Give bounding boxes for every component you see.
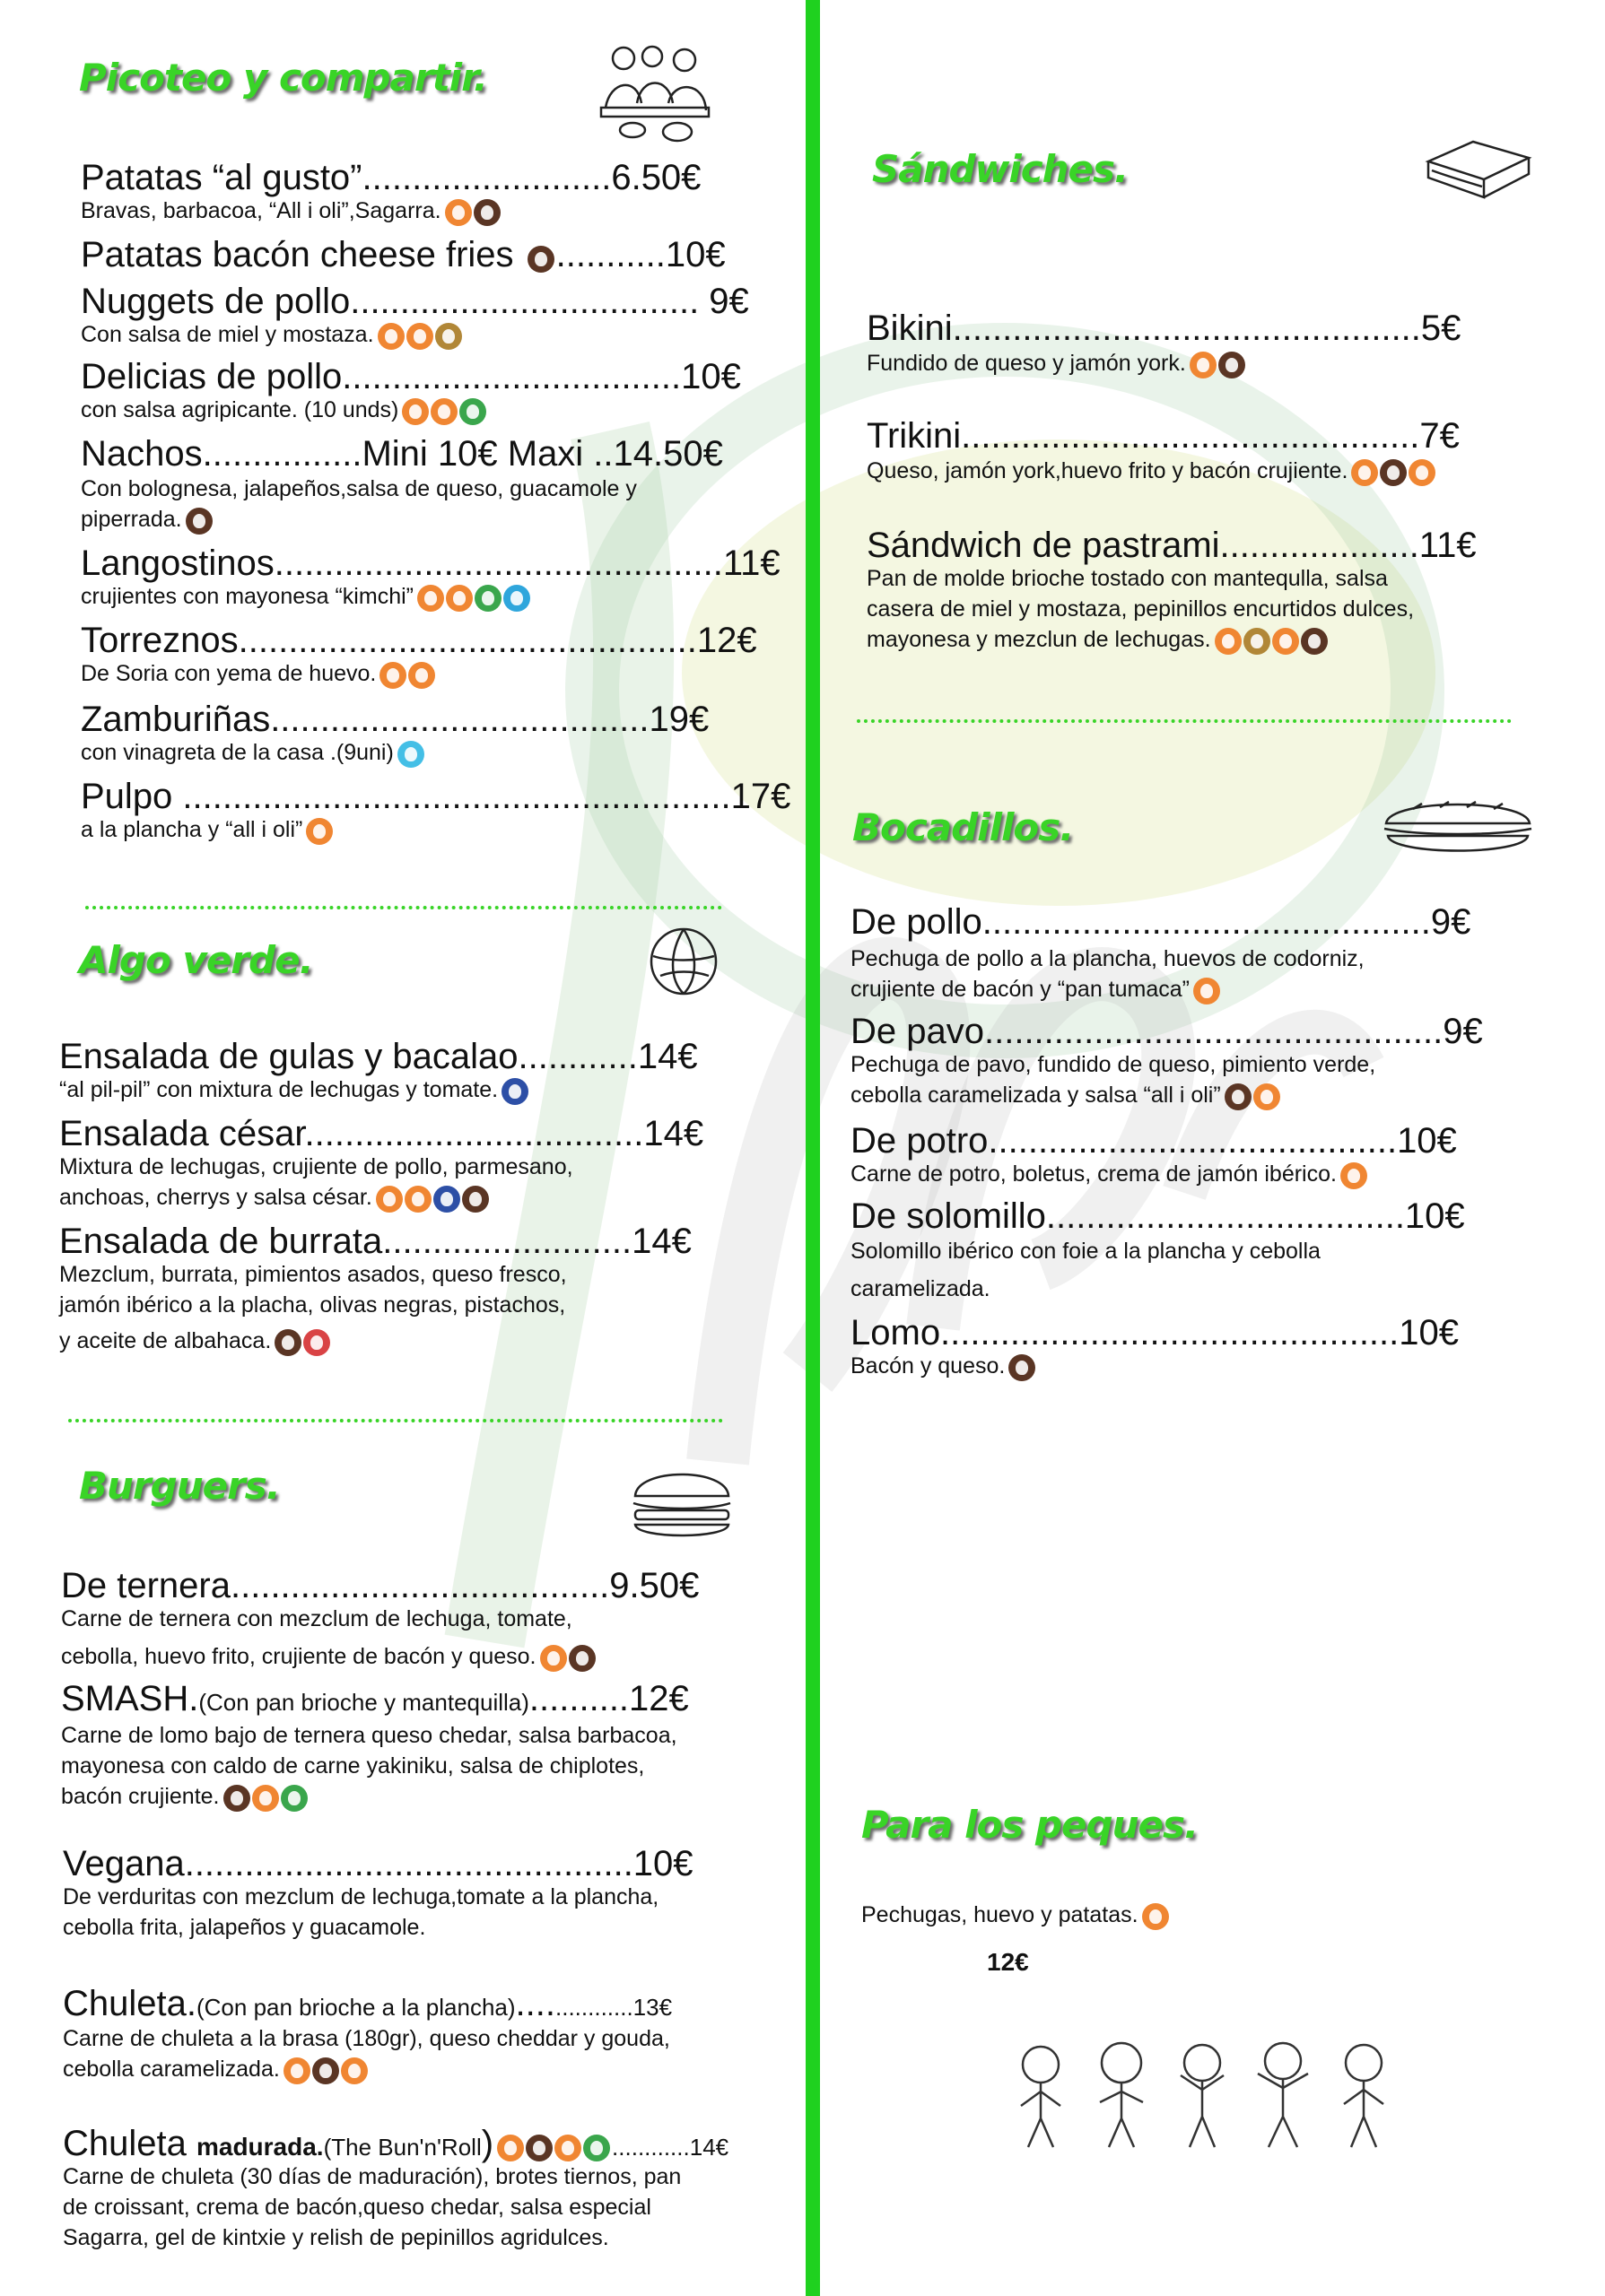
item-desc-de-pavo-2: cebolla caramelizada y salsa “all i oli” [850,1080,1282,1112]
section-title-peques: Para los peques. [861,1803,1198,1847]
lacteos-icon [1380,459,1407,486]
item-title-bikini: Bikini...............................................5€ [867,309,1461,348]
lacteos-icon [186,508,213,535]
gluten-icon [379,662,406,689]
item-desc-nachos: Con bolognesa, jalapeños,salsa de queso, guacamole y [81,476,637,501]
item-title-ensalada-gulas: Ensalada de gulas y bacalao............14€ [59,1037,698,1076]
section-title-bocadillos: Bocadillos. [852,805,1074,849]
item-desc-nachos-2: piperrada. [81,504,214,536]
item-desc-ensalada-gulas: “al pil-pil” con mixtura de lechugas y tomate. [59,1074,530,1107]
gluten-icon [405,1186,432,1213]
item-title-pulpo: Pulpo .......................................................17€ [81,777,791,816]
item-desc-ensalada-burrata-3: y aceite de albahaca. [59,1326,332,1358]
item-title-torreznos: Torreznos..............................................12€ [81,621,757,660]
kids-illustration [1005,2036,1400,2152]
item-desc-de-pollo: Pechuga de pollo a la plancha, huevos de codorniz, [850,946,1365,971]
item-title-chuleta: Chuleta.(Con pan brioche a la plancha)................13€ [63,1984,673,2023]
frutos-de-cascara-icon [303,1329,330,1356]
item-desc-chuleta-madurada: Carne de chuleta (30 días de maduración), brotes tiernos, pan [63,2164,682,2189]
pescado-icon [433,1186,460,1213]
item-desc-de-solomillo-2: caramelizada. [850,1276,990,1301]
huevos-icon [306,818,333,845]
item-desc-de-ternera-2: cebolla, huevo frito, crujiente de bacón y queso. [61,1641,598,1674]
huevos-icon [376,1186,403,1213]
item-title-de-ternera: De ternera......................................9.50€ [61,1566,700,1605]
soja-icon [281,1785,308,1812]
item-title-langostinos: Langostinos.............................................11€ [81,544,781,583]
huevos-icon [408,662,435,689]
item-desc-pastrami-2: casera de miel y mostaza, pepinillos encurtidos dulces, [867,596,1415,622]
mostaza-icon [1243,628,1270,655]
item-title-patatas-bacon: Patatas bacón cheese fries ...........10€ [81,235,726,274]
item-desc-zamburinas: con vinagreta de la casa .(9uni) [81,737,426,770]
item-desc-de-ternera: Carne de ternera con mezclum de lechuga, tomate, [61,1606,572,1631]
section-title-sandwiches: Sándwiches. [872,147,1128,191]
gluten-icon [554,2135,581,2161]
item-desc-trikini: Queso, jamón york,huevo frito y bacón crujiente. [867,456,1437,488]
lacteos-icon [474,199,501,226]
pescado-icon [502,1078,528,1105]
item-title-chuleta-madurada: Chuleta madurada.(The Bun'n'Roll) ............14€ [63,2124,729,2163]
baguette-icon [1377,789,1539,861]
item-desc-chuleta-2: cebolla caramelizada. [63,2054,370,2086]
section-divider-2 [68,1419,723,1422]
gluten-icon [1215,628,1242,655]
item-title-ensalada-cesar: Ensalada césar..................................14€ [59,1114,704,1153]
item-desc-vegana: De verduritas con mezclum de lechuga,tomate a la plancha, [63,1884,659,1909]
item-desc-smash-3: bacón crujiente. [61,1781,310,1813]
huevos-icon [1409,459,1435,486]
section-title-picoteo: Picoteo y compartir. [79,56,487,100]
gluten-icon [402,398,429,425]
gluten-icon [1351,459,1378,486]
item-desc-chuleta-madurada-3: Sagarra, gel de kintxie y relish de pepinillos agridulces. [63,2225,609,2250]
section-divider-1 [85,906,722,909]
huevos-icon [1272,628,1299,655]
item-title-de-solomillo: De solomillo....................................10€ [850,1196,1465,1236]
item-title-ensalada-burrata: Ensalada de burrata.........................14€ [59,1222,692,1261]
item-title-zamburinas: Zamburiñas......................................19€ [81,700,710,739]
item-desc-delicias: con salsa agripicante. (10 unds) [81,395,488,427]
soja-icon [459,398,486,425]
section-title-burguers: Burguers. [79,1464,280,1508]
item-title-lomo: Lomo..............................................10€ [850,1313,1460,1352]
item-title-nuggets: Nuggets de pollo................................... 9€ [81,282,749,321]
huevos-icon [445,199,472,226]
huevos-icon [446,585,473,612]
item-title-nachos: Nachos................Mini 10€ Maxi ..14.50€ [81,434,723,474]
gluten-icon [417,585,444,612]
item-desc-torreznos: De Soria con yema de huevo. [81,658,437,691]
sandwich-icon [1419,135,1536,206]
item-desc-chuleta: Carne de chuleta a la brasa (180gr), queso cheddar y gouda, [63,2026,670,2051]
item-desc-pastrami-3: mayonesa y mezclun de lechugas. [867,624,1330,657]
people-sharing-icon [597,40,713,148]
lacteos-icon [223,1785,250,1812]
item-desc-de-pollo-2: crujiente de bacón y “pan tumaca” [850,974,1222,1006]
burger-icon [628,1460,736,1541]
lacteos-icon [526,2135,553,2161]
section-title-verde: Algo verde. [79,938,313,982]
soja-icon [475,585,502,612]
lacteos-icon [1301,628,1328,655]
lacteos-icon [462,1186,489,1213]
item-desc-lomo: Bacón y queso. [850,1351,1037,1383]
item-desc-ensalada-burrata-2: jamón ibérico a la placha, olivas negras, pistachos, [59,1292,566,1318]
item-desc-smash-2: mayonesa con caldo de carne yakiniku, salsa de chiplotes, [61,1753,645,1779]
item-desc-pastrami: Pan de molde brioche tostado con mantequlla, salsa [867,566,1388,591]
gluten-icon [252,1785,279,1812]
item-desc-peques: Pechugas, huevo y patatas. [861,1900,1171,1932]
item-desc-patatas-al-gusto: Bravas, barbacoa, “All i oli”,Sagarra. [81,196,502,228]
lettuce-icon [642,917,725,999]
item-desc-chuleta-madurada-2: de croissant, crema de bacón,queso chedar, salsa especial [63,2195,651,2220]
item-desc-ensalada-cesar-2: anchoas, cherrys y salsa césar. [59,1182,491,1214]
item-desc-ensalada-cesar: Mixtura de lechugas, crujiente de pollo, parmesano, [59,1154,573,1179]
item-desc-smash: Carne de lomo bajo de ternera queso chedar, salsa barbacoa, [61,1723,677,1748]
item-title-de-pollo: De pollo.............................................9€ [850,902,1471,942]
item-title-delicias: Delicias de pollo..................................10€ [81,357,741,396]
item-desc-langostinos: crujientes con mayonesa “kimchi” [81,581,532,613]
huevos-icon [540,1645,567,1672]
item-desc-de-pavo: Pechuga de pavo, fundido de queso, pimiento verde, [850,1052,1376,1077]
huevos-icon [497,2135,524,2161]
peques-price: 12€ [987,1948,1029,1976]
huevos-icon [283,2057,310,2084]
lacteos-icon [569,1645,596,1672]
item-desc-de-potro: Carne de potro, boletus, crema de jamón ibérico. [850,1159,1369,1191]
item-title-de-pavo: De pavo..............................................9€ [850,1012,1483,1051]
item-desc-pulpo: a la plancha y “all i oli” [81,814,335,847]
center-divider [806,0,820,2296]
huevos-icon [406,323,433,350]
item-desc-de-solomillo: Solomillo ibérico con foie a la plancha y cebolla [850,1239,1321,1264]
item-title-de-potro: De potro.........................................10€ [850,1121,1457,1161]
crustaceos-icon [503,585,530,612]
section-divider-3 [857,719,1512,723]
item-title-trikini: Trikini..............................................7€ [867,416,1460,456]
lacteos-icon [275,1329,301,1356]
item-title-patatas-al-gusto: Patatas “al gusto”.........................6.50€ [81,158,702,197]
moluscos-icon [397,741,424,768]
lacteos-icon [312,2057,339,2084]
lacteos-icon [1225,1083,1252,1110]
mostaza-icon [435,323,462,350]
item-title-vegana: Vegana.............................................10€ [63,1844,693,1883]
huevos-icon [1193,978,1220,1004]
item-desc-bikini: Fundido de queso y jamón york. [867,348,1247,380]
gluten-icon [341,2057,368,2084]
lacteos-icon [528,246,554,273]
item-desc-vegana-2: cebolla frita, jalapeños y guacamole. [63,1915,426,1940]
item-desc-ensalada-burrata: Mezclum, burrata, pimientos asados, queso fresco, [59,1262,567,1287]
gluten-icon [1340,1162,1367,1189]
gluten-icon [1190,352,1217,378]
lacteos-icon [1008,1354,1035,1381]
soja-icon [583,2135,610,2161]
item-title-pastrami: Sándwich de pastrami....................11€ [867,526,1477,565]
gluten-icon [378,323,405,350]
huevos-icon [431,398,458,425]
huevos-icon [1253,1083,1280,1110]
item-title-smash: SMASH.(Con pan brioche y mantequilla)..........12€ [61,1679,689,1718]
item-desc-nuggets: Con salsa de miel y mostaza. [81,319,464,352]
huevos-icon [1142,1903,1169,1930]
lacteos-icon [1218,352,1245,378]
